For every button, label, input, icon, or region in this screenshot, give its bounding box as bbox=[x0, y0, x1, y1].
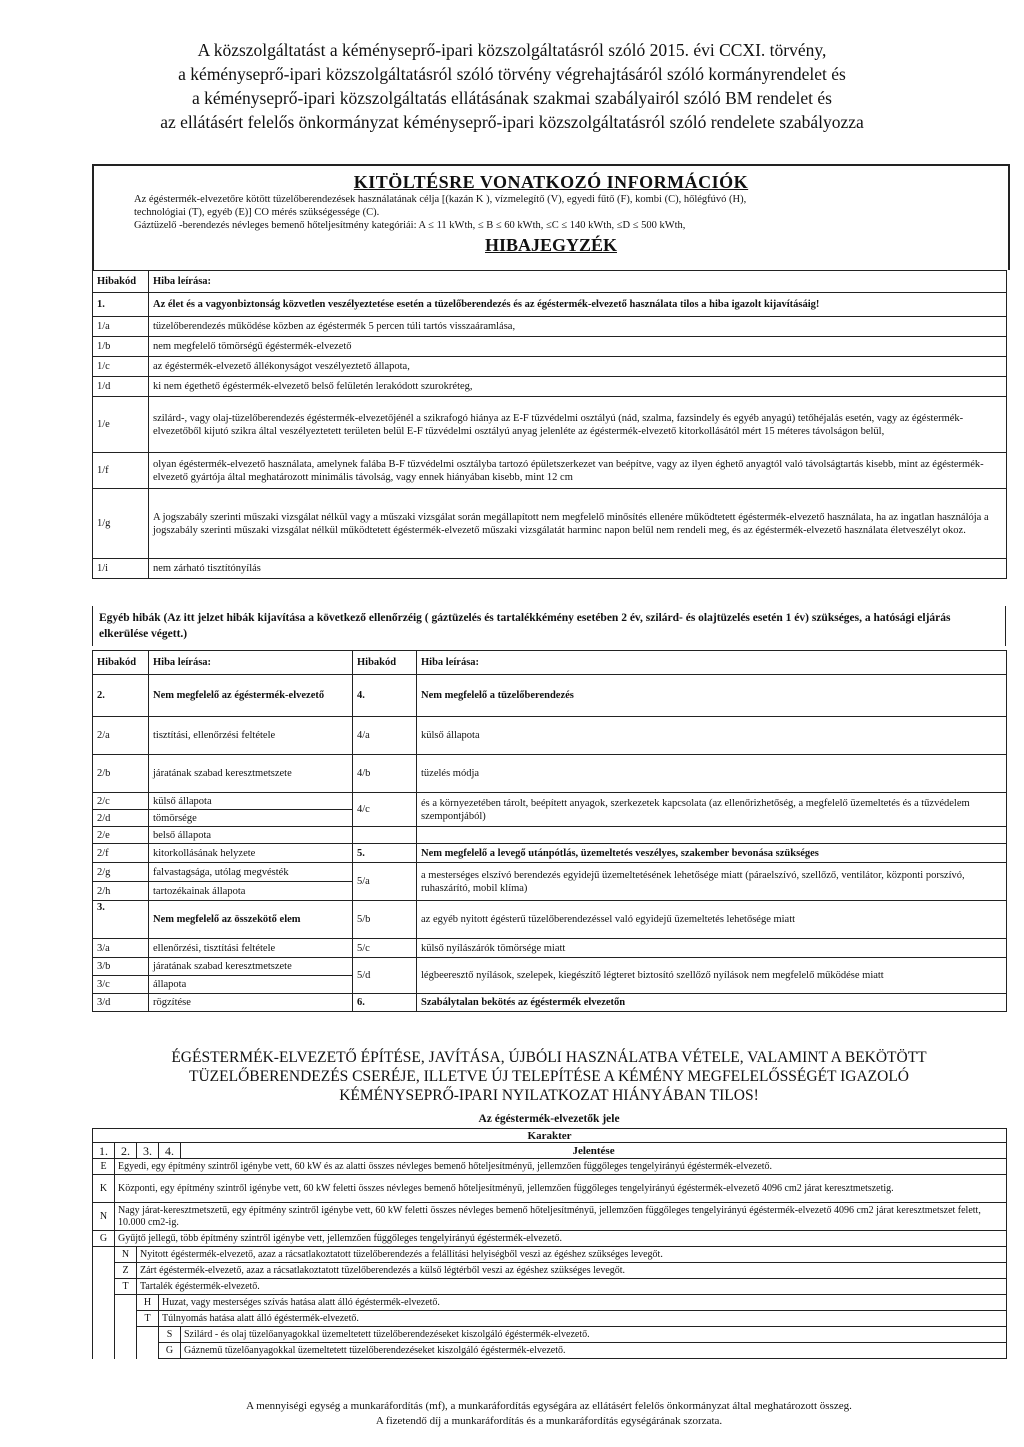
fault-description: rögzítése bbox=[149, 994, 353, 1012]
code-meaning: Nagy járat-keresztmetszetű, egy építmény szintről igénybe vett, 60 kW feletti összes névleges bemenő hőteljesítményű, jellemzően függőleges tengelyirányú égéstermék-elvezető 4096 cm2 járat keresztmetszet felett, 10.000 cm2-ig. bbox=[115, 1203, 1007, 1231]
intro-line: a kéményseprő-ipari közszolgáltatásról szóló törvény végrehajtásáról szóló kormányrendelet és bbox=[178, 64, 846, 84]
code-meaning: Túlnyomás hatása alatt álló égéstermék-elvezető. bbox=[159, 1311, 1007, 1327]
prohibition-notice bbox=[92, 1048, 1006, 1105]
code-meaning: Gáznemű tüzelőanyagokkal üzemeltetett tüzelőberendezéseket kiszolgáló égéstermék-elvezető. bbox=[181, 1343, 1007, 1359]
info-box bbox=[92, 164, 1010, 270]
code-letter: N bbox=[115, 1247, 137, 1263]
empty-cell bbox=[115, 1343, 137, 1359]
code-letter: K bbox=[93, 1175, 115, 1203]
fault-description: külső nyílászárók tömörsége miatt bbox=[417, 939, 1007, 958]
intro-paragraph bbox=[60, 38, 964, 134]
fault-code: 4/c bbox=[353, 793, 417, 827]
fault-code: 4/a bbox=[353, 717, 417, 755]
intro-line: az ellátásért felelős önkormányzat kéményseprő-ipari közszolgáltatásról szóló rendelete szabályozza bbox=[160, 112, 864, 132]
fault-code: 1/g bbox=[93, 489, 149, 559]
empty-cell bbox=[93, 1295, 115, 1311]
fault-description: olyan égéstermék-elvezető használata, amelynek falába B-F tűzvédelmi osztályba tartozó épületszerkezet van beépítve, vagy az ilyen éghető anyagtól való távolságtartás kisebb, mint az égéstermék-elvezető gyártója által meghatározott minimális távolság, vagy ennek hiányában kisebb, mint 12 cm bbox=[149, 453, 1007, 489]
code-letter: Z bbox=[115, 1263, 137, 1279]
info-line: Gáztüzelő -berendezés névleges bemenő hőteljesítmény kategóriái: A ≤ 11 kWth, ≤ B ≤ 60 kWth, ≤C ≤ 140 kWth, ≤D ≤ 500 kWth, bbox=[134, 220, 686, 231]
info-text bbox=[94, 193, 1008, 232]
code-meaning: Szilárd - és olaj tüzelőanyagokkal üzemeltetett tüzelőberendezéseket kiszolgáló égéstermék-elvezető. bbox=[181, 1327, 1007, 1343]
empty-cell bbox=[93, 1311, 115, 1327]
flue-codes-table bbox=[92, 1128, 1007, 1359]
fault-code: 1/c bbox=[93, 357, 149, 377]
fault-description: tartozékainak állapota bbox=[149, 882, 353, 901]
column-number: 4. bbox=[159, 1143, 181, 1159]
fault-code: 6. bbox=[353, 994, 417, 1012]
fault-description: külső állapota bbox=[417, 717, 1007, 755]
code-row bbox=[93, 1159, 1007, 1175]
fault-row bbox=[93, 317, 1007, 337]
fault-code: 2/a bbox=[93, 717, 149, 755]
fault-code: 3/d bbox=[93, 994, 149, 1012]
fault-row bbox=[93, 337, 1007, 357]
code-row bbox=[93, 1327, 1007, 1343]
code-row bbox=[93, 1263, 1007, 1279]
fault-description: ki nem égethető égéstermék-elvezető belső felületén lerakódott szurokréteg, bbox=[149, 377, 1007, 397]
fault-description: külső állapota bbox=[149, 793, 353, 810]
fault-code: 1/d bbox=[93, 377, 149, 397]
code-row bbox=[93, 1295, 1007, 1311]
info-line: Az égéstermék-elvezetőre kötött tüzelőberendezések használatának célja [(kazán K ), vízmelegítő (V), egyedi fűtő (F), kombi (C), hőlégfúvó (H), bbox=[134, 194, 747, 205]
fault-description: állapota bbox=[149, 976, 353, 994]
empty-cell bbox=[137, 1327, 159, 1343]
fault-description: és a környezetében tárolt, beépített anyagok, szerkezetek kapcsolata (az ellenőrizhetőség, a megfelelő üzemeltetés és a tűzvédelem szempontjából) bbox=[417, 793, 1007, 827]
fault-description: szilárd-, vagy olaj-tüzelőberendezés égéstermék-elvezetőjénél a szikrafogó hiánya az E-F tűzvédelmi osztályú (nád, szalma, fazsindely és egyéb anyagú) tetőhéjalás esetén, vagy az égéstermék-elvezetőből kijutó szikra által veszélyeztetett területen belül E-F tűzvédelmi osztályú anyag jelenléte az égéstermék-elvezető kitorkollásától mért 15 méteres távolságon belül, bbox=[149, 397, 1007, 453]
header-description: Hiba leírása: bbox=[149, 651, 353, 675]
fault-row bbox=[93, 357, 1007, 377]
header-description: Hiba leírása: bbox=[149, 271, 1007, 293]
code-row bbox=[93, 1343, 1007, 1359]
column-number: 3. bbox=[137, 1143, 159, 1159]
critical-faults-table bbox=[92, 270, 1007, 579]
code-meaning: Huzat, vagy mesterséges szívás hatása alatt álló égéstermék-elvezető. bbox=[159, 1295, 1007, 1311]
fault-code: 4. bbox=[353, 675, 417, 717]
fault-code: 5/c bbox=[353, 939, 417, 958]
fault-code: 2/d bbox=[93, 810, 149, 827]
fault-code: 4/b bbox=[353, 755, 417, 793]
notice-line: ÉGÉSTERMÉK-ELVEZETŐ ÉPÍTÉSE, JAVÍTÁSA, ÚJBÓLI HASZNÁLATBA VÉTELE, VALAMINT A BEKÖTÖTT bbox=[171, 1049, 927, 1066]
footer-note bbox=[92, 1399, 1006, 1429]
intro-line: a kéményseprő-ipari közszolgáltatás ellátásának szakmai szabályairól szóló BM rendelet és bbox=[192, 88, 832, 108]
code-row bbox=[93, 1247, 1007, 1263]
fault-description: tisztítási, ellenőrzési feltétele bbox=[149, 717, 353, 755]
fault-code: 5. bbox=[353, 844, 417, 863]
fault-description: ellenőrzési, tisztítási feltétele bbox=[149, 939, 353, 958]
code-meaning: Tartalék égéstermék-elvezető. bbox=[137, 1279, 1007, 1295]
fault-description: tüzelőberendezés működése közben az égéstermék 5 percen túli tartós visszaáramlása, bbox=[149, 317, 1007, 337]
fault-description: nem zárható tisztítónyílás bbox=[149, 559, 1007, 579]
empty-cell bbox=[137, 1343, 159, 1359]
fault-code: 1/f bbox=[93, 453, 149, 489]
fault-description: az egyéb nyitott égésterű tüzelőberendezéssel való egyidejű üzemeltetés lehetősége miatt bbox=[417, 901, 1007, 939]
fault-code: 1/i bbox=[93, 559, 149, 579]
fault-code: 1. bbox=[93, 293, 149, 317]
code-meaning: Nyitott égéstermék-elvezető, azaz a rácsatlakoztatott tüzelőberendezés a felállítási helyiségből veszi az égéshez szükséges levegőt. bbox=[137, 1247, 1007, 1263]
fault-code: 2/g bbox=[93, 863, 149, 882]
fault-code: 3/b bbox=[93, 958, 149, 976]
empty-cell bbox=[115, 1311, 137, 1327]
fault-description: légbeeresztő nyílások, szelepek, kiegészítő légteret biztosító szellőző nyílások nem megfelelő működése miatt bbox=[417, 958, 1007, 994]
code-meaning: Zárt égéstermék-elvezető, azaz a rácsatlakoztatott tüzelőberendezés a külső légtérből veszi az égéshez szükséges levegőt. bbox=[137, 1263, 1007, 1279]
column-number: 1. bbox=[93, 1143, 115, 1159]
jelentese-header: Jelentése bbox=[181, 1143, 1007, 1159]
fault-description: járatának szabad keresztmetszete bbox=[149, 755, 353, 793]
fault-row bbox=[93, 489, 1007, 559]
code-row bbox=[93, 1231, 1007, 1247]
fault-code: 3. bbox=[93, 901, 149, 939]
fault-description: kitorkollásának helyzete bbox=[149, 844, 353, 863]
header-code: Hibakód bbox=[93, 271, 149, 293]
header-code: Hibakód bbox=[353, 651, 417, 675]
code-letter: H bbox=[137, 1295, 159, 1311]
info-line: technológiai (T), egyéb (E)] CO mérés szükségessége (C). bbox=[134, 207, 380, 218]
code-letter: N bbox=[93, 1203, 115, 1231]
fault-code: 2/f bbox=[93, 844, 149, 863]
other-faults-table bbox=[92, 650, 1007, 1012]
empty-cell bbox=[93, 1263, 115, 1279]
footer-line: A fizetendő díj a munkaráfordítás és a munkaráfordítás egységárának szorzata. bbox=[375, 1415, 723, 1427]
fault-description: Nem megfelelő a tüzelőberendezés bbox=[417, 675, 1007, 717]
fault-code: 2/b bbox=[93, 755, 149, 793]
fault-description: Nem megfelelő az égéstermék-elvezető bbox=[149, 675, 353, 717]
fault-row bbox=[93, 293, 1007, 317]
fault-description: tüzelés módja bbox=[417, 755, 1007, 793]
empty-cell bbox=[353, 827, 417, 844]
fault-code: 2. bbox=[93, 675, 149, 717]
code-row bbox=[93, 1175, 1007, 1203]
other-faults-note: Egyéb hibák (Az itt jelzet hibák kijavítása a következő ellenőrzéig ( gáztüzelés és tartalékkémény esetében 2 év, szilárd- és olajtüzelés esetén 1 év) szükséges, a hatósági eljárás elkerülése végett.) bbox=[92, 606, 1006, 646]
fault-code: 2/c bbox=[93, 793, 149, 810]
fault-description: A jogszabály szerinti műszaki vizsgálat nélkül vagy a műszaki vizsgálat során megállapított nem megfelelő minősítés ellenére működtetett égéstermék-elvezető használata, ha az ingatlan használója a jogszabály szerinti műszaki vizsgálat nélkül működtetett égéstermék-elvezető műszaki vizsgálatát harminc napon belül nem rendeli meg, és az égéstermék-elvezető használata életveszélyt okoz. bbox=[149, 489, 1007, 559]
code-letter: G bbox=[93, 1231, 115, 1247]
fault-code: 2/e bbox=[93, 827, 149, 844]
fault-description: járatának szabad keresztmetszete bbox=[149, 958, 353, 976]
empty-cell bbox=[93, 1327, 115, 1343]
info-title: KITÖLTÉSRE VONATKOZÓ INFORMÁCIÓK bbox=[353, 172, 749, 192]
fault-row bbox=[93, 377, 1007, 397]
code-letter: E bbox=[93, 1159, 115, 1175]
fault-description: falvastagsága, utólag megvésték bbox=[149, 863, 353, 882]
fault-code: 1/e bbox=[93, 397, 149, 453]
fault-code: 5/b bbox=[353, 901, 417, 939]
fault-description: tömörsége bbox=[149, 810, 353, 827]
code-meaning: Központi, egy építmény szintről igénybe vett, 60 kW feletti összes névleges bemenő hőteljesítményű, jellemzően függőleges tengelyirányú égéstermék-elvezető 4096 cm2 járat keresztmetszetig. bbox=[115, 1175, 1007, 1203]
code-row bbox=[93, 1311, 1007, 1327]
karakter-header: Karakter bbox=[93, 1129, 1007, 1143]
fault-description: a mesterséges elszívó berendezés egyidejű üzemeltetésének lehetősége miatt (páraelszívó, szellőző, ventilátor, központi porszívó, ruhaszárító, mobil klíma) bbox=[417, 863, 1007, 901]
fault-code: 2/h bbox=[93, 882, 149, 901]
hibajegyzek-title: HIBAJEGYZÉK bbox=[484, 235, 618, 255]
fault-description: Nem megfelelő a levegő utánpótlás, üzemeltetés veszélyes, szakember bevonása szükséges bbox=[417, 844, 1007, 863]
notice-line: KÉMÉNYSEPRŐ-IPARI NYILATKOZAT HIÁNYÁBAN TILOS! bbox=[339, 1087, 759, 1104]
codes-title: Az égéstermék-elvezetők jele bbox=[478, 1113, 620, 1125]
empty-cell bbox=[93, 1279, 115, 1295]
notice-line: TÜZELŐBERENDEZÉS CSERÉJE, ILLETVE ÚJ TELEPÍTÉSE A KÉMÉNY MEGFELELŐSSÉGÉT IGAZOLÓ bbox=[189, 1068, 909, 1085]
code-row bbox=[93, 1203, 1007, 1231]
fault-description: az égéstermék-elvezető állékonyságot veszélyeztető állapota, bbox=[149, 357, 1007, 377]
code-row bbox=[93, 1279, 1007, 1295]
fault-code: 1/b bbox=[93, 337, 149, 357]
fault-code: 1/a bbox=[93, 317, 149, 337]
code-meaning: Egyedi, egy építmény szintről igénybe vett, 60 kW és az alatti összes névleges bemenő hőteljesítményű, jellemzően függőleges tengelyirányú égéstermék-elvezető. bbox=[115, 1159, 1007, 1175]
fault-row bbox=[93, 559, 1007, 579]
code-letter: T bbox=[115, 1279, 137, 1295]
fault-description: belső állapota bbox=[149, 827, 353, 844]
fault-description: Az élet és a vagyonbiztonság közvetlen veszélyeztetése esetén a tüzelőberendezés és az égéstermék-elvezető használata tilos a hiba igazolt kijavításáig! bbox=[149, 293, 1007, 317]
fault-description: Nem megfelelő az összekötő elem bbox=[149, 901, 353, 939]
fault-row bbox=[93, 397, 1007, 453]
fault-code: 5/d bbox=[353, 958, 417, 994]
footer-line: A mennyiségi egység a munkaráfordítás (mf), a munkaráfordítás egységára az ellátásért felelős önkormányzat által meghatározott összeg. bbox=[246, 1400, 852, 1412]
code-letter: T bbox=[137, 1311, 159, 1327]
empty-cell bbox=[93, 1247, 115, 1263]
column-number: 2. bbox=[115, 1143, 137, 1159]
header-code: Hibakód bbox=[93, 651, 149, 675]
fault-description: nem megfelelő tömörségű égéstermék-elvezető bbox=[149, 337, 1007, 357]
empty-cell bbox=[115, 1327, 137, 1343]
intro-line: A közszolgáltatást a kéményseprő-ipari közszolgáltatásról szóló 2015. évi CCXI. törvény, bbox=[197, 40, 827, 60]
empty-cell bbox=[93, 1343, 115, 1359]
empty-cell bbox=[115, 1295, 137, 1311]
fault-code: 3/a bbox=[93, 939, 149, 958]
fault-row bbox=[93, 453, 1007, 489]
fault-code: 5/a bbox=[353, 863, 417, 901]
header-description: Hiba leírása: bbox=[417, 651, 1007, 675]
fault-description: Szabálytalan bekötés az égéstermék elvezetőn bbox=[417, 994, 1007, 1012]
fault-code: 3/c bbox=[93, 976, 149, 994]
code-letter: S bbox=[159, 1327, 181, 1343]
code-meaning: Gyűjtő jellegű, több építmény szintről igénybe vett, jellemzően függőleges tengelyirányú égéstermék-elvezető. bbox=[115, 1231, 1007, 1247]
empty-cell bbox=[417, 827, 1007, 844]
code-letter: G bbox=[159, 1343, 181, 1359]
